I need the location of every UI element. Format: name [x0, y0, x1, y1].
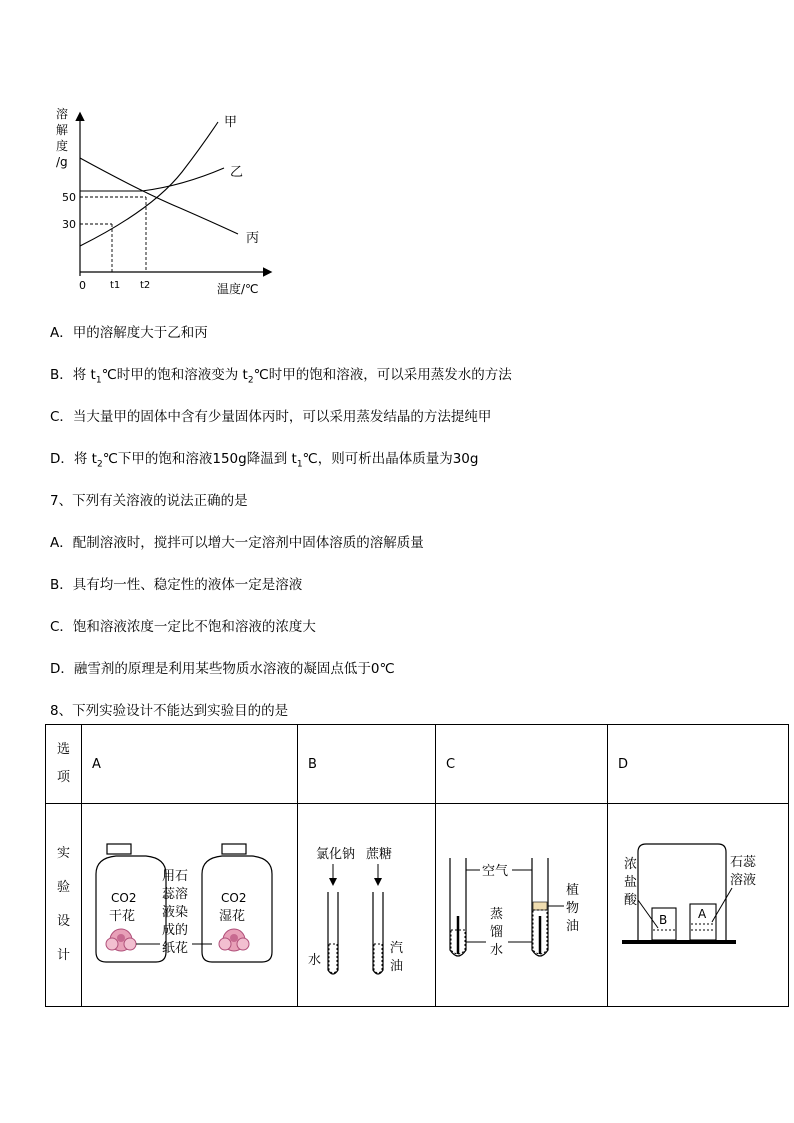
- sugar-label: 蔗糖: [366, 847, 393, 862]
- diagram-d: [608, 804, 778, 1002]
- table-header-row: [46, 725, 789, 804]
- oil-layer: [533, 902, 547, 910]
- header-d: D: [608, 725, 789, 804]
- curve-label-jia: 甲: [224, 115, 238, 130]
- curve-label-yi: 乙: [230, 165, 244, 180]
- acid-label-1: 浓: [624, 857, 638, 872]
- q7-option-c: C．饱和溶液浓度一定比不饱和溶液的浓度大: [50, 619, 316, 635]
- cell-c-diagram: [436, 804, 608, 1007]
- solubility-chart: [52, 100, 282, 300]
- beaker-b-label: B: [659, 913, 668, 927]
- q6-d-sub2: 1: [296, 459, 303, 470]
- jar1-gas: CO2: [111, 891, 137, 905]
- oil-label-3: 油: [566, 919, 580, 934]
- diagram-c: [436, 804, 597, 1002]
- curve-jia: [80, 122, 218, 246]
- acid-pointer: [638, 900, 658, 928]
- y-tick-30: 30: [62, 218, 76, 231]
- q6-option-a: A．甲的溶解度大于乙和丙: [50, 325, 208, 341]
- curve-label-bing: 丙: [246, 231, 260, 246]
- jar1-flower: 干花: [109, 909, 136, 924]
- q7-option-d: D．融雪剂的原理是利用某些物质水溶液的凝固点低于0℃: [50, 661, 395, 677]
- q7-option-a: A．配制溶液时，搅拌可以增大一定溶剂中固体溶质的溶解质量: [50, 535, 424, 551]
- flower-wet: [219, 929, 249, 951]
- base-plate: [622, 940, 736, 944]
- q6-d-part3: ℃，则可析出晶体质量为30g: [302, 451, 479, 467]
- acid-label-3: 酸: [624, 893, 638, 908]
- body-side-char-1: 实: [56, 846, 70, 861]
- body-side-char-3: 设: [56, 914, 70, 929]
- jar2-flower: 湿花: [219, 909, 246, 924]
- cell-a-diagram: [82, 804, 298, 1007]
- body-side-cell: [46, 804, 82, 1007]
- water-label-2: 馏: [490, 925, 504, 940]
- table-body-row: [46, 804, 789, 1007]
- q6-option-b: [50, 366, 512, 390]
- liquid-1: [329, 944, 337, 973]
- body-side-char-4: 计: [56, 948, 70, 963]
- q6-option-d: [50, 450, 478, 474]
- flower-dry: [106, 929, 136, 951]
- y-axis-label-1: 溶: [56, 107, 69, 121]
- y-axis-label-4: /g: [56, 155, 68, 169]
- water-label-3: 水: [490, 943, 504, 958]
- header-side-char-2: 项: [56, 770, 70, 785]
- y-axis-label-3: 度: [56, 139, 69, 153]
- header-side-cell: [46, 725, 82, 804]
- q8-table: [45, 724, 789, 1007]
- origin-label: 0: [79, 279, 86, 292]
- q6-b-sub2: 2: [247, 375, 254, 386]
- mid-label-2: 蕊溶: [162, 887, 189, 902]
- header-b: B: [298, 725, 436, 804]
- salt-label: 氯化钠: [316, 847, 356, 862]
- beaker-a-label: A: [698, 907, 707, 921]
- oil-label-2: 物: [566, 901, 580, 916]
- header-c: C: [436, 725, 608, 804]
- gasoline-label-2: 油: [390, 959, 404, 974]
- mid-label-5: 纸花: [162, 941, 189, 956]
- y-axis-label-2: 解: [56, 123, 69, 137]
- y-tick-50: 50: [62, 191, 76, 204]
- litmus-pointer: [712, 888, 732, 922]
- q8-stem: 8、下列实验设计不能达到实验目的的是: [50, 703, 289, 719]
- oil-label-1: 植: [566, 883, 580, 898]
- water-label: 水: [308, 953, 322, 968]
- header-side-char-1: 选: [56, 742, 70, 757]
- q6-d-part2: ℃下甲的饱和溶液150g降温到 t: [102, 451, 297, 467]
- liquid-2: [374, 944, 382, 973]
- cell-b-diagram: [298, 804, 436, 1007]
- mid-label-4: 成的: [162, 923, 189, 938]
- q6-d-part1: D．将 t: [50, 451, 97, 467]
- q6-b-part1: B．将 t: [50, 367, 96, 383]
- diagram-b: [298, 804, 425, 1002]
- q6-b-part3: ℃时甲的饱和溶液，可以采用蒸发水的方法: [253, 367, 512, 383]
- cell-d-diagram: [608, 804, 789, 1007]
- mid-label-3: 液染: [162, 905, 189, 920]
- q6-option-c: C．当大量甲的固体中含有少量固体丙时，可以采用蒸发结晶的方法提纯甲: [50, 409, 492, 425]
- q7-stem: 7、下列有关溶液的说法正确的是: [50, 493, 248, 509]
- x-tick-t2: t2: [140, 280, 151, 291]
- bell-jar: [638, 844, 726, 940]
- air-label: 空气: [482, 864, 509, 879]
- x-tick-t1: t1: [110, 280, 121, 291]
- body-side-char-2: 验: [56, 880, 70, 895]
- gasoline-label-1: 汽: [390, 941, 404, 956]
- acid-label-2: 盐: [624, 875, 638, 890]
- q6-b-part2: ℃时甲的饱和溶液变为 t: [101, 367, 248, 383]
- q7-option-b: B．具有均一性、稳定性的液体一定是溶液: [50, 577, 303, 593]
- q6-d-sub1: 2: [96, 459, 103, 470]
- water-label-1: 蒸: [490, 907, 504, 922]
- litmus-label-1: 石蕊: [730, 855, 757, 870]
- diagram-a: [82, 804, 287, 1002]
- q6-b-sub1: 1: [95, 375, 102, 386]
- header-a: A: [82, 725, 298, 804]
- mid-label-1: 用石: [162, 869, 189, 884]
- jar2-gas: CO2: [221, 891, 247, 905]
- x-axis-label: 温度/℃: [217, 282, 259, 296]
- litmus-label-2: 溶液: [730, 873, 757, 888]
- curve-yi: [80, 168, 224, 191]
